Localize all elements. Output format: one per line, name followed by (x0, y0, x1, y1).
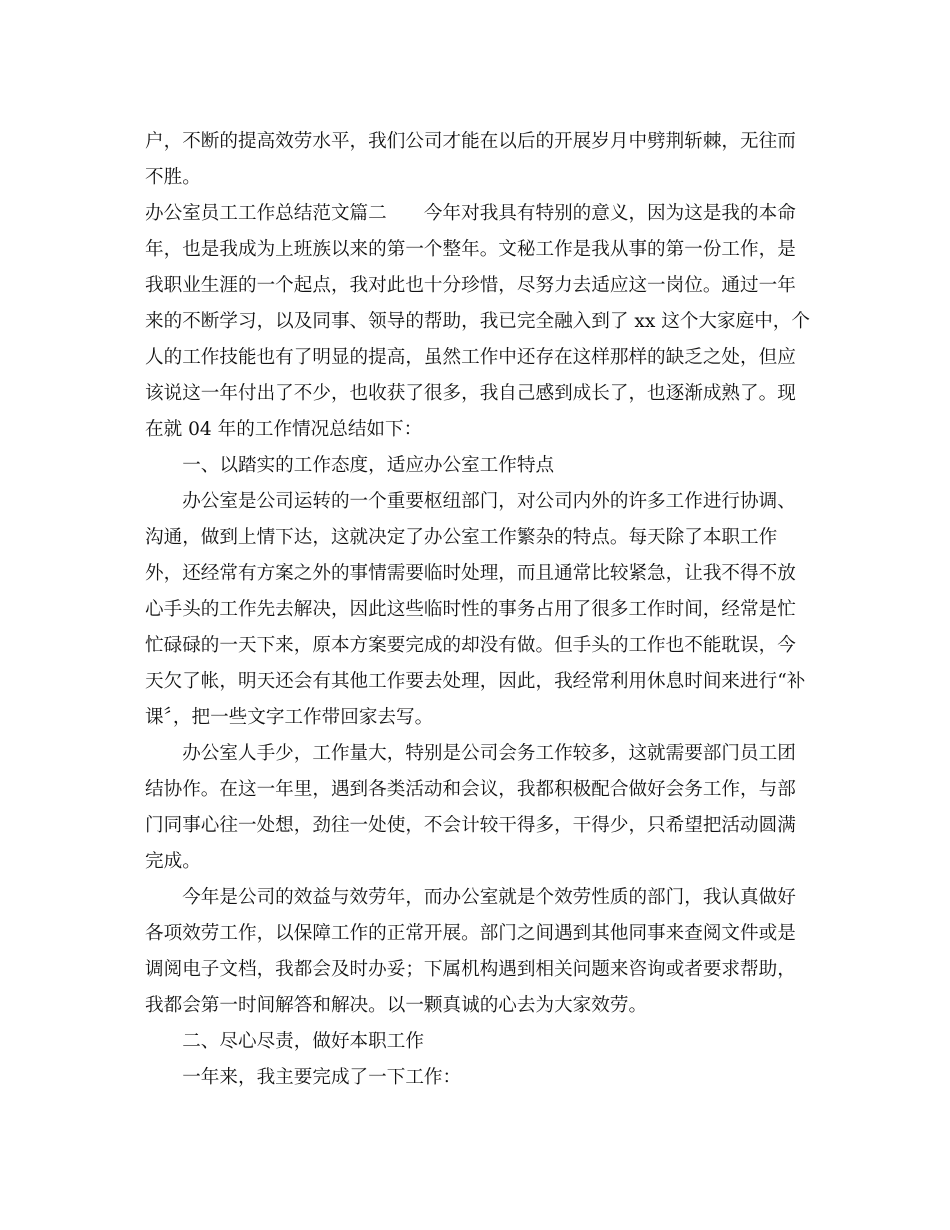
text-line: 我都会第一时间解答和解决。以一颗真诚的心去为大家效劳。 (145, 995, 648, 1016)
text-line: 课〞，把一些文字工作带回家去写。 (145, 707, 434, 728)
text-line: 沟通，做到上情下达，这就决定了办公室工作繁杂的特点。每天除了本职工作 (145, 527, 778, 548)
text-line: 忙碌碌的一天下来，原本方案要完成的却没有做。但手头的工作也不能耽误，今 (145, 635, 796, 656)
text-line: 天欠了帐，明天还会有其他工作要去处理，因此，我经常利用休息时间来进行“补 (145, 671, 806, 692)
text-line: 来的不断学习，以及同事、领导的帮助，我已完全融入到了 xx 这个大家庭中，个 (145, 311, 810, 332)
text-line: 人的工作技能也有了明显的提高，虽然工作中还存在这样那样的缺乏之处，但应 (145, 347, 796, 368)
text-line: 办公室员工工作总结范文篇二 今年对我具有特别的意义，因为这是我的本命 (145, 203, 796, 224)
text-line: 外，还经常有方案之外的事情需要临时处理，而且通常比较紧急，让我不得不放 (145, 563, 796, 584)
text-line: 结协作。在这一年里，遇到各类活动和会议，我都积极配合做好会务工作，与部 (145, 779, 796, 800)
text-line: 调阅电子文档，我都会及时办妥；下属机构遇到相关问题来咨询或者要求帮助， (145, 959, 796, 980)
text-line: 一年来，我主要完成了一下工作： (145, 1067, 462, 1088)
text-line: 该说这一年付出了不少，也收获了很多，我自己感到成长了，也逐渐成熟了。现 (145, 383, 796, 404)
text-line: 今年是公司的效益与效劳年，而办公室就是个效劳性质的部门，我认真做好 (145, 887, 796, 908)
text-line: 不胜。 (145, 167, 201, 188)
text-line: 年，也是我成为上班族以来的第一个整年。文秘工作是我从事的第一份工作，是 (145, 239, 796, 260)
text-line: 办公室人手少，工作量大，特别是公司会务工作较多，这就需要部门员工团 (145, 743, 796, 764)
text-line: 完成。 (145, 851, 201, 872)
section-heading: 一、以踏实的工作态度，适应办公室工作特点 (145, 455, 555, 476)
text-line: 办公室是公司运转的一个重要枢纽部门，对公司内外的许多工作进行协调、 (145, 491, 796, 512)
text-line: 各项效劳工作，以保障工作的正常开展。部门之间遇到其他同事来查阅文件或是 (145, 923, 796, 944)
section-heading: 二、尽心尽责，做好本职工作 (145, 1031, 424, 1052)
text-line: 户，不断的提高效劳水平，我们公司才能在以后的开展岁月中劈荆斩棘，无往而 (145, 131, 796, 152)
text-line: 在就 04 年的工作情况总结如下： (145, 419, 423, 440)
text-line: 我职业生涯的一个起点，我对此也十分珍惜，尽努力去适应这一岗位。通过一年 (145, 275, 796, 296)
text-line: 门同事心往一处想，劲往一处使，不会计较干得多，干得少，只希望把活动圆满 (145, 815, 796, 836)
text-line: 心手头的工作先去解决，因此这些临时性的事务占用了很多工作时间，经常是忙 (145, 599, 796, 620)
